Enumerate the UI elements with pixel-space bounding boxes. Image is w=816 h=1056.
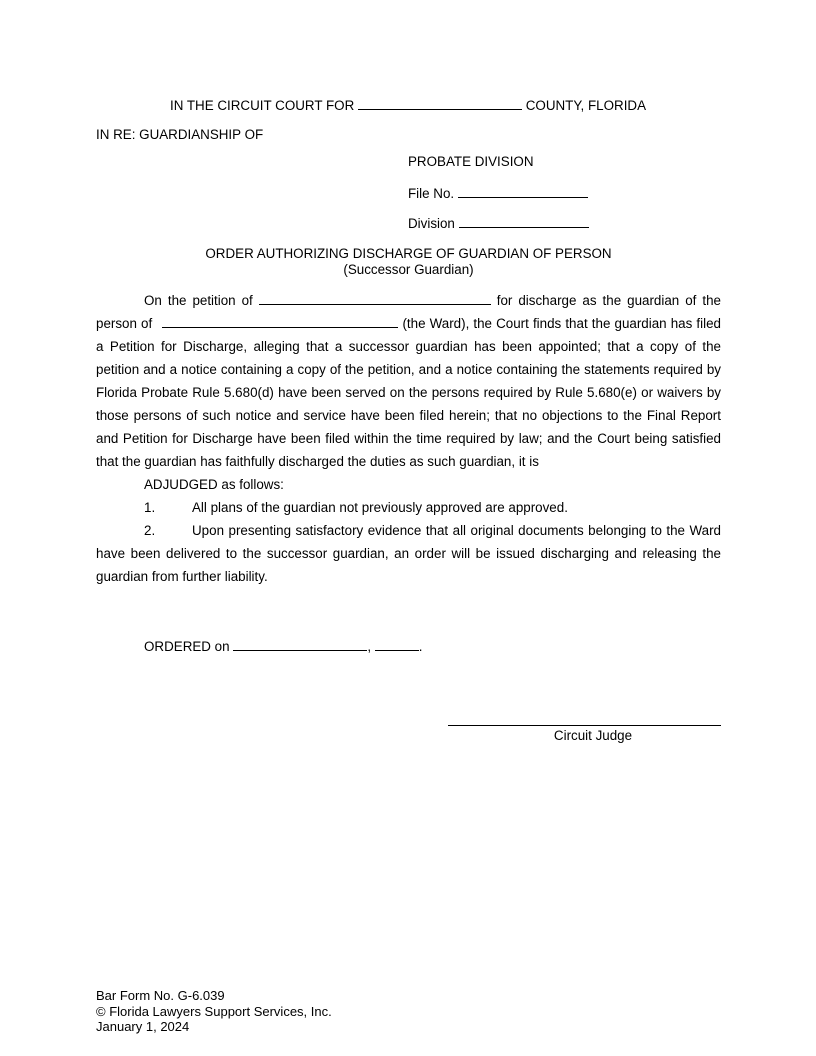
signature-line[interactable] [448, 725, 721, 726]
signature-label: Circuit Judge [553, 728, 633, 743]
file-no-field[interactable] [458, 185, 588, 198]
petition-purpose: for discharge as the guardian of the person of [96, 293, 721, 331]
adjudged-item-2 [96, 519, 721, 588]
in-re-line: IN RE: GUARDIANSHIP OF [96, 127, 264, 142]
ward-field[interactable] [162, 315, 398, 328]
order-title: ORDER AUTHORIZING DISCHARGE OF GUARDIAN OF PERSON [205, 246, 612, 261]
court-prefix: IN THE CIRCUIT COURT FOR [170, 98, 355, 113]
petitioner-field[interactable] [259, 292, 491, 305]
ordered-line [144, 638, 423, 655]
division-line [408, 215, 589, 232]
division-label: Division [408, 216, 455, 231]
ordered-date-field[interactable] [233, 638, 367, 651]
court-caption [170, 97, 646, 114]
court-suffix: COUNTY, FLORIDA [525, 98, 647, 113]
findings-text: (the Ward), the Court finds that the guardian has filed a Petition for Discharge, alleging that a successor guardian has been appointed; that a copy of the petition and a notice containing a copy of the petition, and a notice containing the statements required by Florida Probate Rule 5.680(d) have been served on the persons required by Rule 5.680(e) or waivers by those persons of such notice and service have been filed herein; that no objections to the Final Report and Petition for Discharge have been filed within the time required by law; and the Court being satisfied that the guardian has faithfully discharged the duties as such guardian, it is [96, 316, 721, 469]
ordered-comma: , [367, 639, 372, 654]
adjudged-line: ADJUDGED as follows: [144, 477, 284, 492]
form-number: Bar Form No. G-6.039 [96, 988, 225, 1003]
item-text: Upon presenting satisfactory evidence that all original documents belonging to the Ward have been delivered to the successor guardian, an order will be issued discharging and releasing the guardian from further liability. [96, 523, 721, 584]
item-number: 1. [144, 500, 156, 515]
file-no-line [408, 185, 588, 202]
item-number: 2. [144, 523, 156, 538]
file-no-label: File No. [408, 186, 455, 201]
form-date: January 1, 2024 [96, 1019, 190, 1034]
petition-intro: On the petition of [144, 293, 253, 308]
county-field[interactable] [358, 97, 522, 110]
item-text: All plans of the guardian not previously approved are approved. [192, 500, 568, 515]
ordered-label: ORDERED on [144, 639, 230, 654]
ordered-year-field[interactable] [375, 638, 419, 651]
findings-paragraph [96, 289, 721, 473]
copyright: © Florida Lawyers Support Services, Inc. [96, 1003, 332, 1019]
ordered-period: . [418, 639, 423, 654]
form-footer [96, 988, 332, 1035]
order-subtitle: (Successor Guardian) [343, 262, 474, 277]
adjudged-item-1 [144, 496, 721, 519]
division-field[interactable] [459, 215, 589, 228]
division-title: PROBATE DIVISION [408, 154, 534, 169]
